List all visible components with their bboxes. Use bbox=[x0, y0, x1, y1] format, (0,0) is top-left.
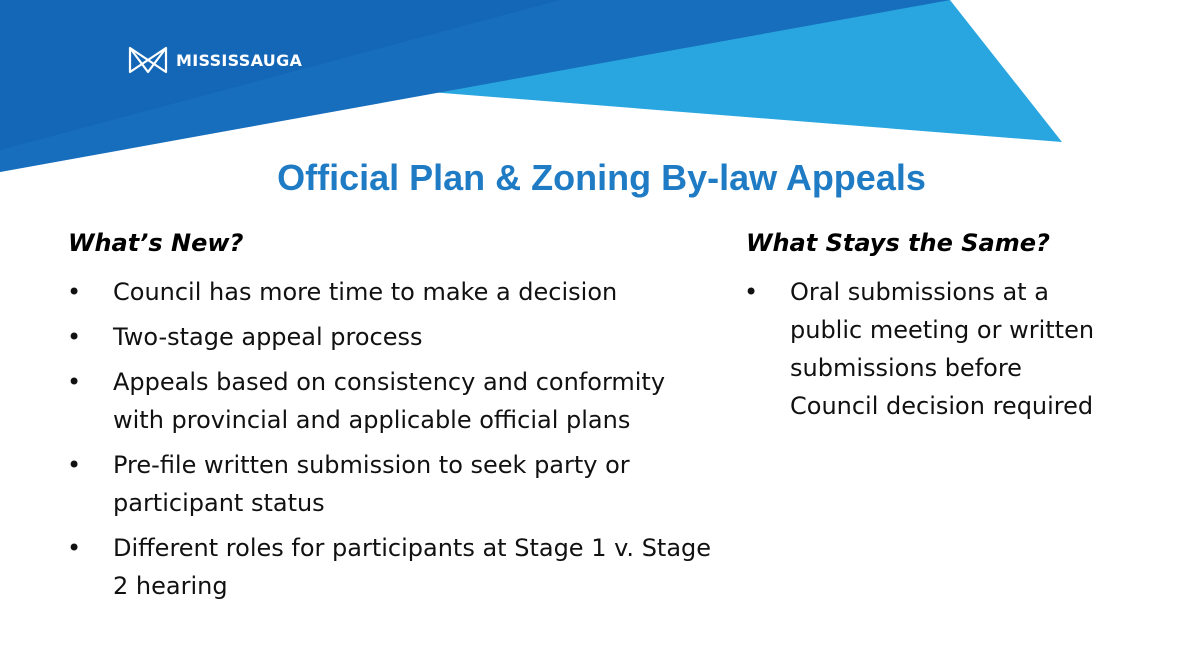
list-item bbox=[744, 273, 1104, 425]
what-stays-list bbox=[744, 273, 1104, 432]
whats-new-heading: What’s New? bbox=[68, 229, 244, 257]
logo-text: MISSISSAUGA bbox=[176, 50, 303, 70]
list-item-text: Pre-file written submission to seek party or participant status bbox=[113, 451, 630, 517]
bullet-icon: • bbox=[67, 451, 82, 479]
header-banner bbox=[0, 0, 1190, 180]
list-item-text: Oral submissions at a public meeting or written submissions before Council decision required bbox=[790, 278, 1095, 420]
mississauga-logo-icon bbox=[128, 46, 168, 74]
what-stays-heading: What Stays the Same? bbox=[746, 229, 1050, 257]
list-item bbox=[67, 363, 717, 439]
list-item bbox=[67, 529, 717, 605]
list-item bbox=[67, 446, 717, 522]
bullet-icon: • bbox=[67, 368, 82, 396]
list-item bbox=[67, 273, 717, 311]
slide-title: Official Plan & Zoning By-law Appeals bbox=[277, 157, 926, 198]
list-item-text: Two-stage appeal process bbox=[113, 323, 423, 351]
bullet-icon: • bbox=[67, 534, 82, 562]
whats-new-list bbox=[67, 273, 717, 612]
bullet-icon: • bbox=[744, 278, 759, 306]
bullet-icon: • bbox=[67, 323, 82, 351]
list-item bbox=[67, 318, 717, 356]
list-item-text: Different roles for participants at Stage 1 v. Stage 2 hearing bbox=[113, 534, 712, 600]
list-item-text: Appeals based on consistency and conformity with provincial and applicable official plans bbox=[113, 368, 666, 434]
bullet-icon: • bbox=[67, 278, 82, 306]
list-item-text: Council has more time to make a decision bbox=[113, 278, 618, 306]
mississauga-logo bbox=[128, 46, 302, 74]
